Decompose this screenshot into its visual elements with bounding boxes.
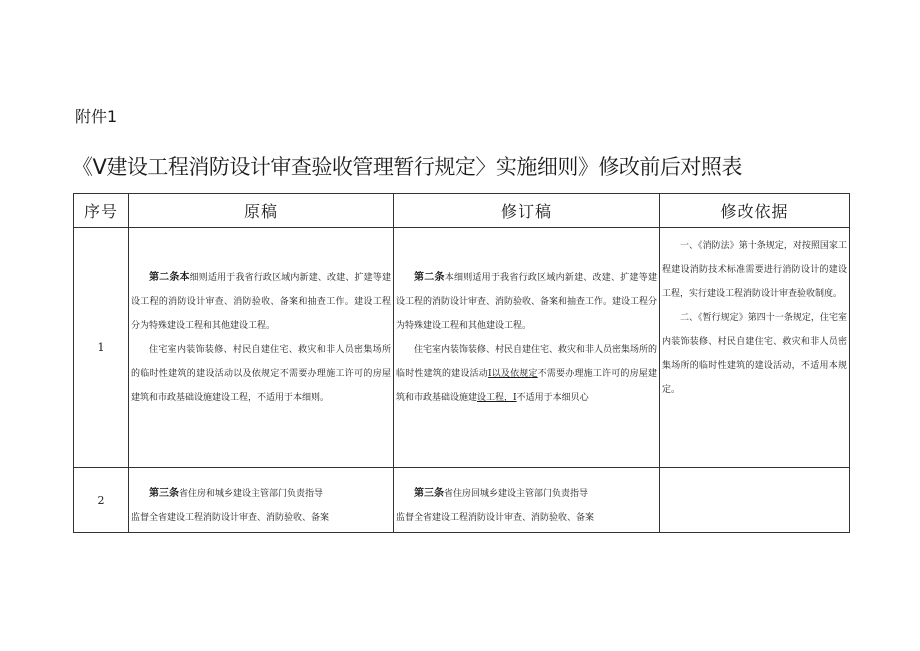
original-paragraph <box>131 266 391 338</box>
revised-underlined-text: 设工程，I <box>477 393 517 403</box>
original-cell <box>129 228 394 468</box>
table-row <box>74 468 850 533</box>
revised-paragraph <box>396 266 657 338</box>
attachment-label: 附件1 <box>75 107 118 126</box>
row-number: 2 <box>74 468 129 533</box>
original-paragraph: 监督全省建设工程消防设计审查、消防验收、备案 <box>131 513 330 523</box>
original-paragraph: 住宅室内装饰装修、村民自建住宅、救灾和非人员密集场所的临时性建筑的建设活动以及依规定不需要办理施工许可的房屋建筑和市政基础设施建设工程，不适用于本细则。 <box>131 345 391 403</box>
original-paragraph <box>131 482 391 506</box>
original-text: 省住房和城乡建设主管部门负责指导 <box>179 489 324 499</box>
revised-paragraph <box>396 338 657 410</box>
row-number: 1 <box>74 228 129 468</box>
article-label: 第三条 <box>149 488 179 499</box>
revised-paragraph: 监督全省建设工程消防设计审查、消防验收、备案 <box>396 513 595 523</box>
revised-text: 不需要办理施工许可的房屋建筑和市政基础设施建 <box>396 369 657 403</box>
article-label: 第二条本 <box>149 272 190 283</box>
revised-cell <box>394 468 660 533</box>
header-serial: 序号 <box>74 194 129 228</box>
table-header-row <box>74 194 850 228</box>
article-label: 第二条 <box>414 272 445 283</box>
article-label: 第三条 <box>414 488 444 499</box>
table-row <box>74 228 850 468</box>
document-title: 《V建设工程消防设计审查验收管理暂行规定〉实施细则》修改前后对照表 <box>72 155 742 179</box>
basis-paragraph: 二、《暂行规定》第四十一条规定，住宅室内装饰装修、村民自建住宅、救灾和非人员密集场所的临时性建筑的建设活动，不适用本规定。 <box>662 313 847 395</box>
revised-underlined-text: I以及依规定 <box>487 369 538 379</box>
basis-cell <box>660 468 850 533</box>
header-revised: 修订稿 <box>394 194 660 228</box>
original-cell <box>129 468 394 533</box>
revised-text: 本细则适用于我省行政区域内新建、改建、扩建等建设工程的消防设计审查、消防验收、备案和抽查工作。建设工程分为特殊建设工程和其他建设工程。 <box>396 273 658 331</box>
header-basis: 修改依据 <box>660 194 850 228</box>
revised-cell <box>394 228 660 468</box>
revised-text: 省住房回城乡建设主管部门负责指导 <box>444 489 589 499</box>
basis-paragraph: 一、《消防法》第十条规定，对按照国家工程建设消防技术标准需要进行消防设计的建设工程，实行建设工程消防设计审查验收制度。 <box>662 241 847 299</box>
revised-text: 住宅室内装饰装修、村民自建住宅、救灾和非人员密集场所的临时性建筑的建设活动 <box>396 345 658 379</box>
original-text: 细则适用于我省行政区域内新建、改建、扩建等建设工程的消防设计审查、消防验收、备案和抽查工作。建设工程分为特殊建设工程和其他建设工程。 <box>131 273 391 331</box>
revised-text: 不适用于本细贝心 <box>516 393 589 403</box>
header-original: 原稿 <box>129 194 394 228</box>
comparison-table <box>73 193 850 533</box>
basis-cell <box>660 228 850 468</box>
revised-paragraph <box>396 482 657 506</box>
